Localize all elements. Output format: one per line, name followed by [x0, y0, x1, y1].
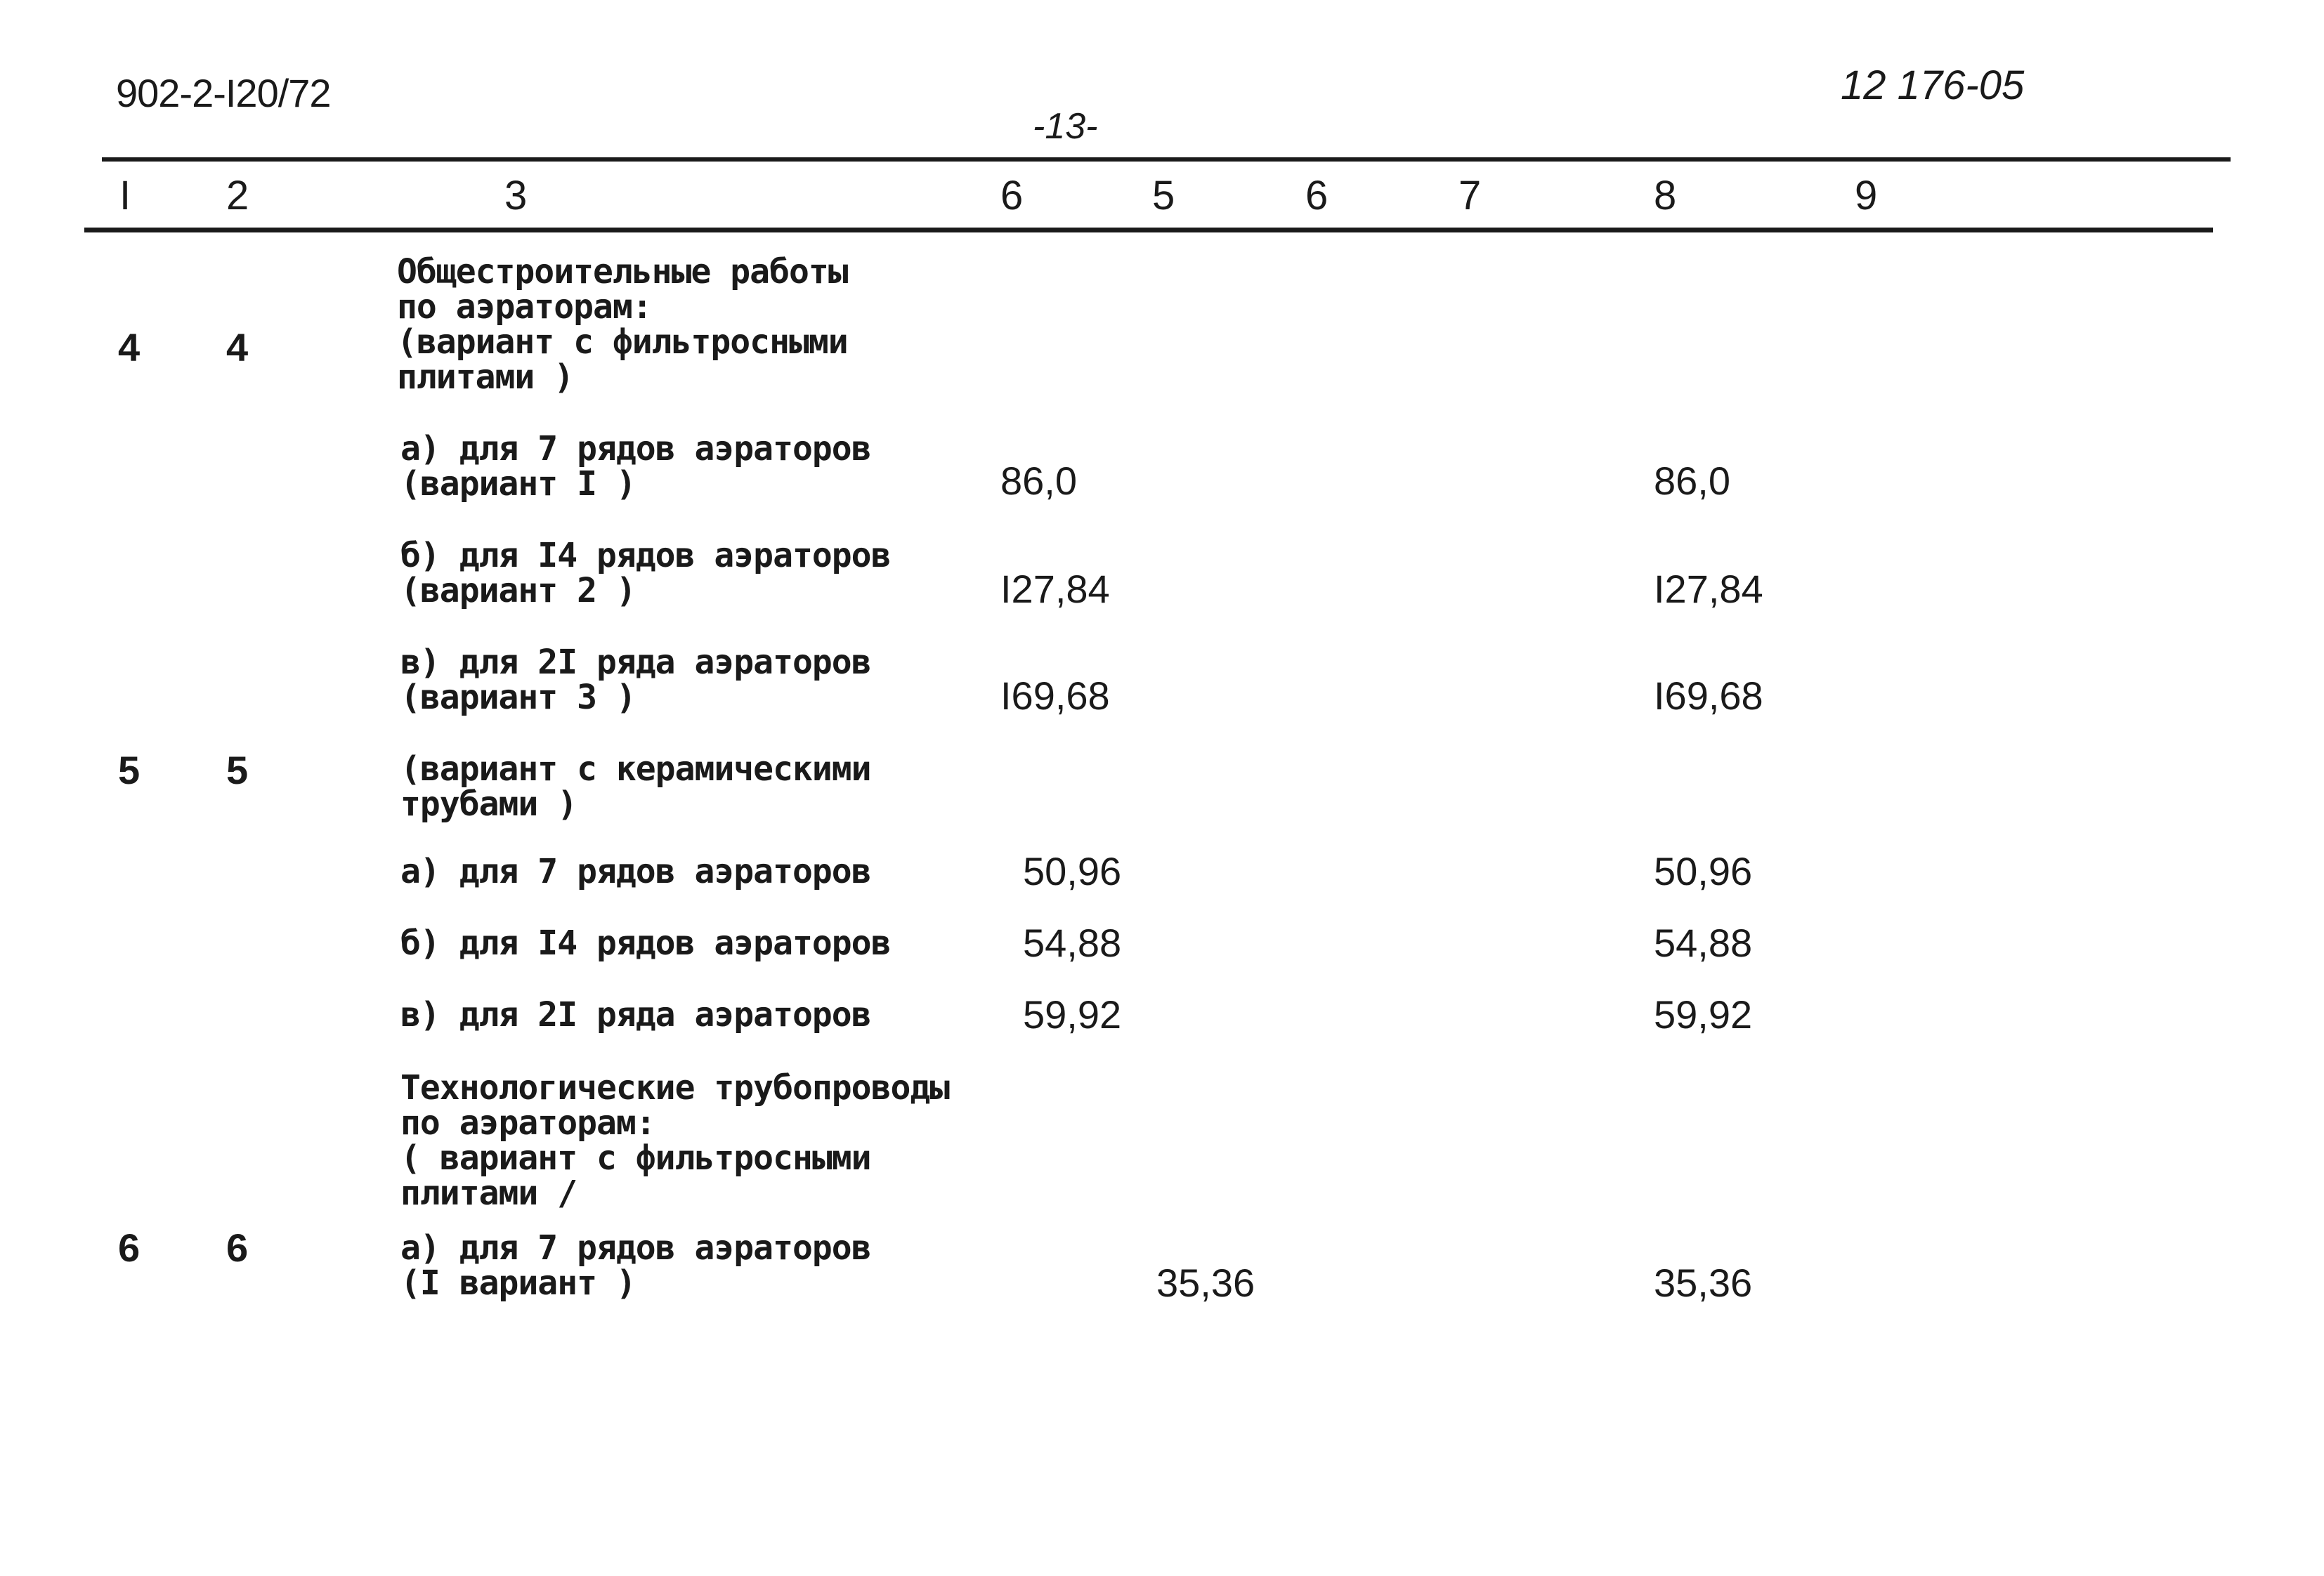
value-col8: 59,92 [1654, 992, 1753, 1037]
page-number: -13- [1033, 106, 1098, 147]
document-number: 902-2-I20/72 [116, 71, 331, 115]
value-col8: 54,88 [1654, 921, 1753, 965]
column-header-1: I [119, 173, 131, 218]
row-description: а) для 7 рядов аэраторов (I вариант ) [400, 1228, 871, 1303]
value-col8: 35,36 [1654, 1261, 1753, 1305]
row-description: Технологические трубопроводы по аэраторам: ( вариант с фильтросными плитами / [400, 1068, 950, 1213]
row-description: (вариант с керамическими трубами ) [400, 749, 871, 824]
value-col5: 35,36 [1156, 1261, 1255, 1305]
column-header-6: 6 [1305, 173, 1329, 218]
value-col6: I27,84 [1000, 567, 1110, 611]
value-col6: 54,88 [1023, 921, 1122, 965]
row-description: а) для 7 рядов аэраторов (вариант I ) [400, 429, 871, 504]
row-description: б) для I4 рядов аэраторов [400, 924, 891, 963]
column-header-8: 8 [1654, 173, 1677, 218]
value-col8: I27,84 [1654, 567, 1763, 611]
value-col8: 86,0 [1654, 459, 1730, 503]
value-col6: 50,96 [1023, 849, 1122, 893]
row-description: а) для 7 рядов аэраторов [400, 852, 871, 891]
row-description: в) для 2I ряда аэраторов (вариант 3 ) [400, 643, 871, 717]
column-header-9: 9 [1855, 173, 1878, 218]
column-header-7: 7 [1458, 173, 1482, 218]
column-header-4: 6 [1000, 173, 1024, 218]
row-index-2: 6 [226, 1226, 249, 1270]
value-col6: I69,68 [1000, 674, 1110, 718]
row-description: в) для 2I ряда аэраторов [400, 995, 871, 1035]
row-index-1: 4 [118, 325, 141, 369]
row-index-1: 6 [118, 1226, 141, 1270]
header-rule-top [102, 157, 2231, 162]
row-description: Общестроительные работы по аэраторам: (вариант с фильтросными плитами ) [397, 252, 848, 397]
row-index-2: 5 [226, 748, 249, 792]
column-header-2: 2 [226, 173, 249, 218]
value-col8: I69,68 [1654, 674, 1763, 718]
value-col8: 50,96 [1654, 849, 1753, 893]
document-code: 12 176-05 [1841, 63, 2025, 108]
header-rule-bottom [84, 228, 2213, 232]
value-col6: 59,92 [1023, 992, 1122, 1037]
row-index-1: 5 [118, 748, 141, 792]
value-col6: 86,0 [1000, 459, 1077, 503]
column-header-3: 3 [504, 173, 528, 218]
column-header-5: 5 [1152, 173, 1175, 218]
row-description: б) для I4 рядов аэраторов (вариант 2 ) [400, 536, 891, 610]
row-index-2: 4 [226, 325, 249, 369]
